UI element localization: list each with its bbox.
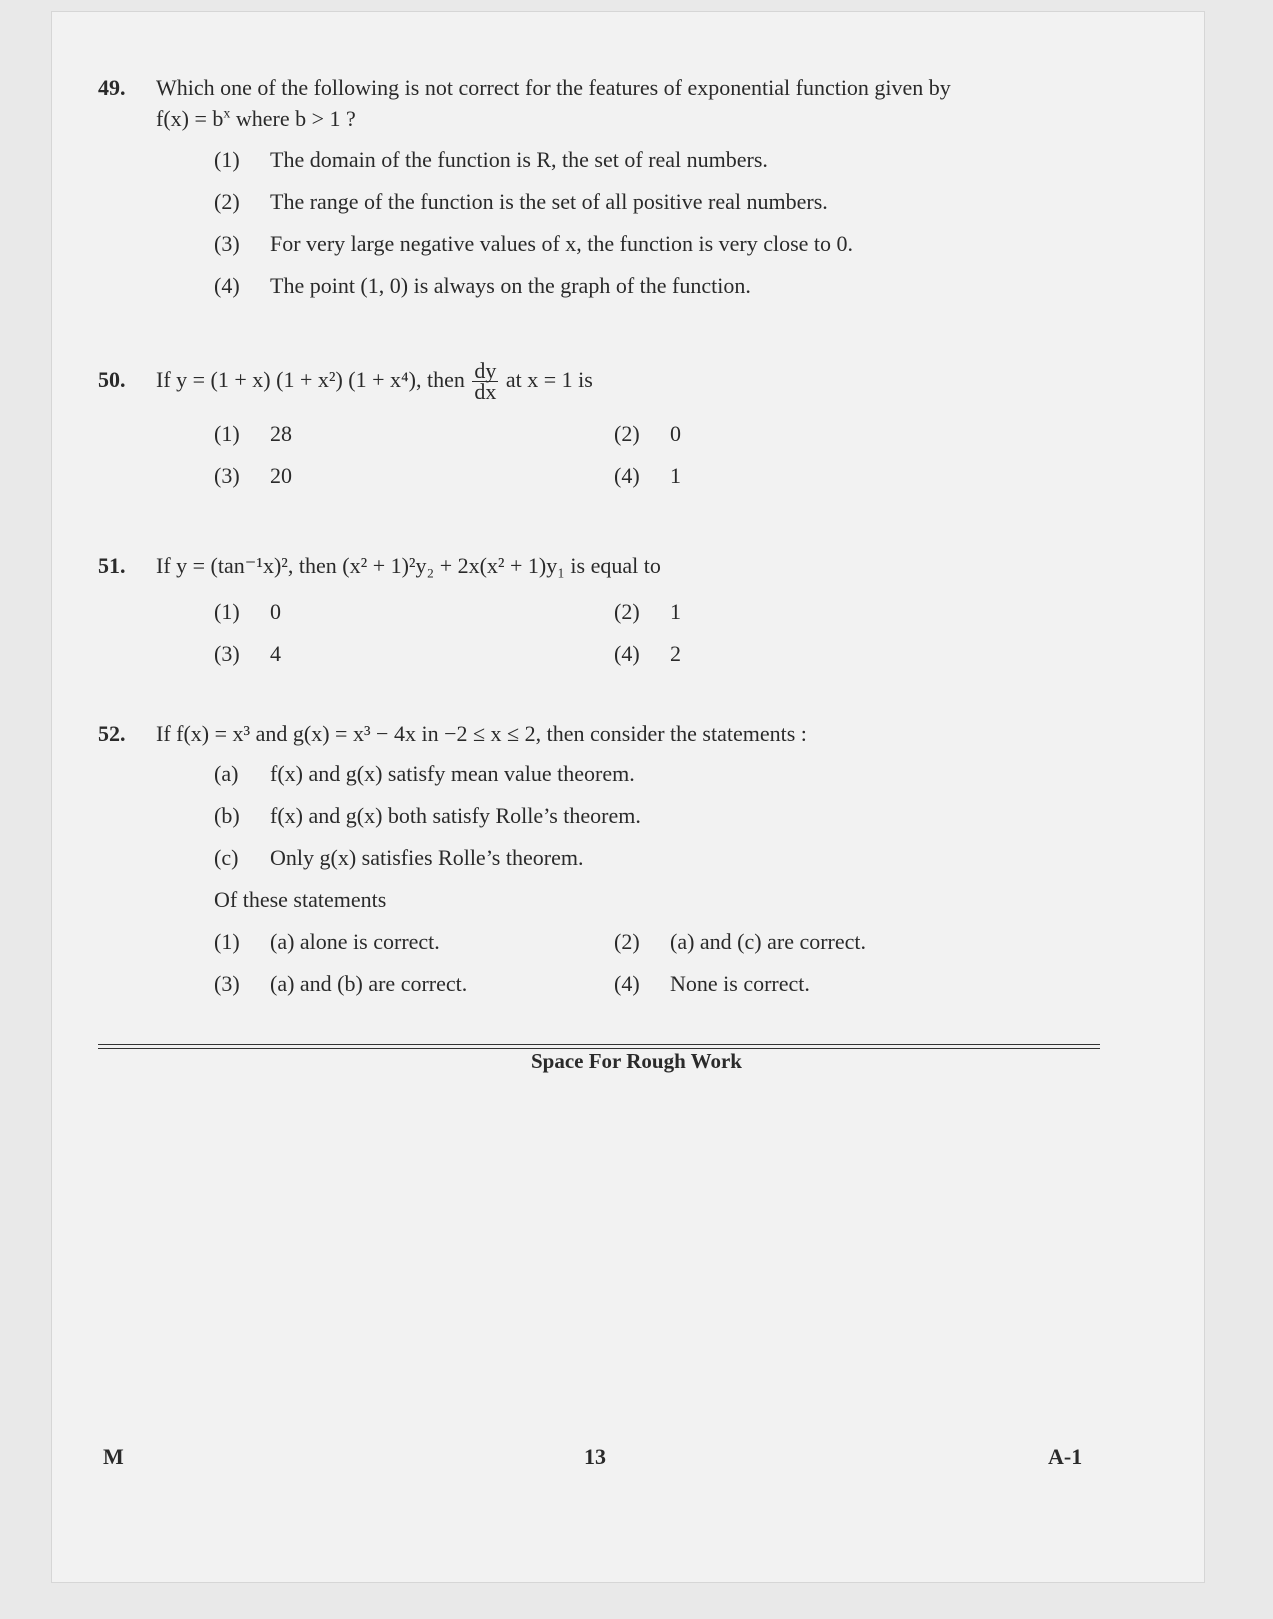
option-3[interactable] [214,230,853,258]
option-number: (4) [614,463,640,488]
rough-work-divider [98,1044,1100,1045]
option-text: 20 [270,463,292,488]
option-3[interactable] [214,970,467,998]
option-number: (1) [214,421,240,446]
option-number: (3) [214,463,240,488]
statement-label: (b) [214,803,240,828]
statement-label: (a) [214,761,239,786]
derivative-fraction [472,358,498,405]
question-number: 52. [98,721,126,746]
option-2[interactable] [614,420,681,448]
option-text: 28 [270,421,292,446]
option-3[interactable] [214,462,292,490]
option-1[interactable] [214,420,292,448]
option-text: The point (1, 0) is always on the graph of the function. [270,273,751,298]
option-text: The domain of the function is R, the set of real numbers. [270,147,768,172]
option-text: None is correct. [670,971,810,996]
option-number: (2) [214,189,240,214]
option-number: (3) [214,231,240,256]
option-number: (1) [214,599,240,624]
option-number: (4) [214,273,240,298]
question-number: 50. [98,367,126,392]
option-4[interactable] [214,272,751,300]
option-text: For very large negative values of x, the function is very close to 0. [270,231,854,256]
statement-text: f(x) and g(x) satisfy mean value theorem. [270,761,635,786]
statement-c [214,844,583,872]
statements-lead: Of these statements [214,887,387,912]
question-stem-line-1: Which one of the following is not correct for the features of exponential function given by [156,75,951,100]
option-text: 1 [670,599,681,624]
statement-b [214,802,641,830]
option-number: (2) [614,421,640,446]
question-stem: If f(x) = x³ and g(x) = x³ − 4x in −2 ≤ x ≤ 2, then consider the statements : [156,721,807,746]
option-text: (a) and (c) are correct. [670,929,867,954]
option-number: (3) [214,641,240,666]
statement-text: Only g(x) satisfies Rolle’s theorem. [270,845,584,870]
option-text: 4 [270,641,281,666]
rough-work-label: Space For Rough Work [530,1049,742,1073]
option-number: (4) [614,641,640,666]
stem-part: If y = (1 + x) (1 + x²) (1 + x⁴), then [156,367,465,392]
option-2[interactable] [614,928,866,956]
statement-label: (c) [214,845,239,870]
footer-series-code: M [103,1444,124,1469]
fraction-denominator: dx [474,379,497,405]
option-text: (a) and (b) are correct. [270,971,468,996]
question-number: 51. [98,553,126,578]
option-4[interactable] [614,462,681,490]
stem-part: where b > 1 ? [230,106,356,131]
option-text: 1 [670,463,681,488]
option-number: (2) [614,929,640,954]
option-2[interactable] [614,598,681,626]
option-4[interactable] [614,970,810,998]
question-stem: If y = (tan⁻¹x)², then (x² + 1)²y₂ + 2x(x² + 1)y₁ is equal to [156,553,661,578]
option-1[interactable] [214,598,281,626]
option-text: 0 [670,421,681,446]
question-stem-line-2 [156,105,356,133]
option-1[interactable] [214,928,440,956]
question-number: 49. [98,75,126,100]
statement-a [214,760,635,788]
option-3[interactable] [214,640,281,668]
option-number: (3) [214,971,240,996]
footer-page-number: 13 [584,1444,606,1469]
option-2[interactable] [214,188,828,216]
option-4[interactable] [614,640,681,668]
option-text: 2 [670,641,681,666]
stem-part: at x = 1 is [505,367,593,392]
option-text: (a) alone is correct. [270,929,440,954]
stem-part: f(x) = b [156,106,224,131]
exponent: x [223,106,231,122]
fraction-numerator: dy [474,358,497,384]
option-1[interactable] [214,146,768,174]
option-number: (2) [614,599,640,624]
option-number: (1) [214,147,240,172]
question-stem [156,354,593,406]
option-text: 0 [270,599,281,624]
option-number: (4) [614,971,640,996]
statement-text: f(x) and g(x) both satisfy Rolle’s theorem. [270,803,641,828]
footer-version-code: A-1 [1048,1444,1083,1469]
option-text: The range of the function is the set of all positive real numbers. [270,189,828,214]
option-number: (1) [214,929,240,954]
